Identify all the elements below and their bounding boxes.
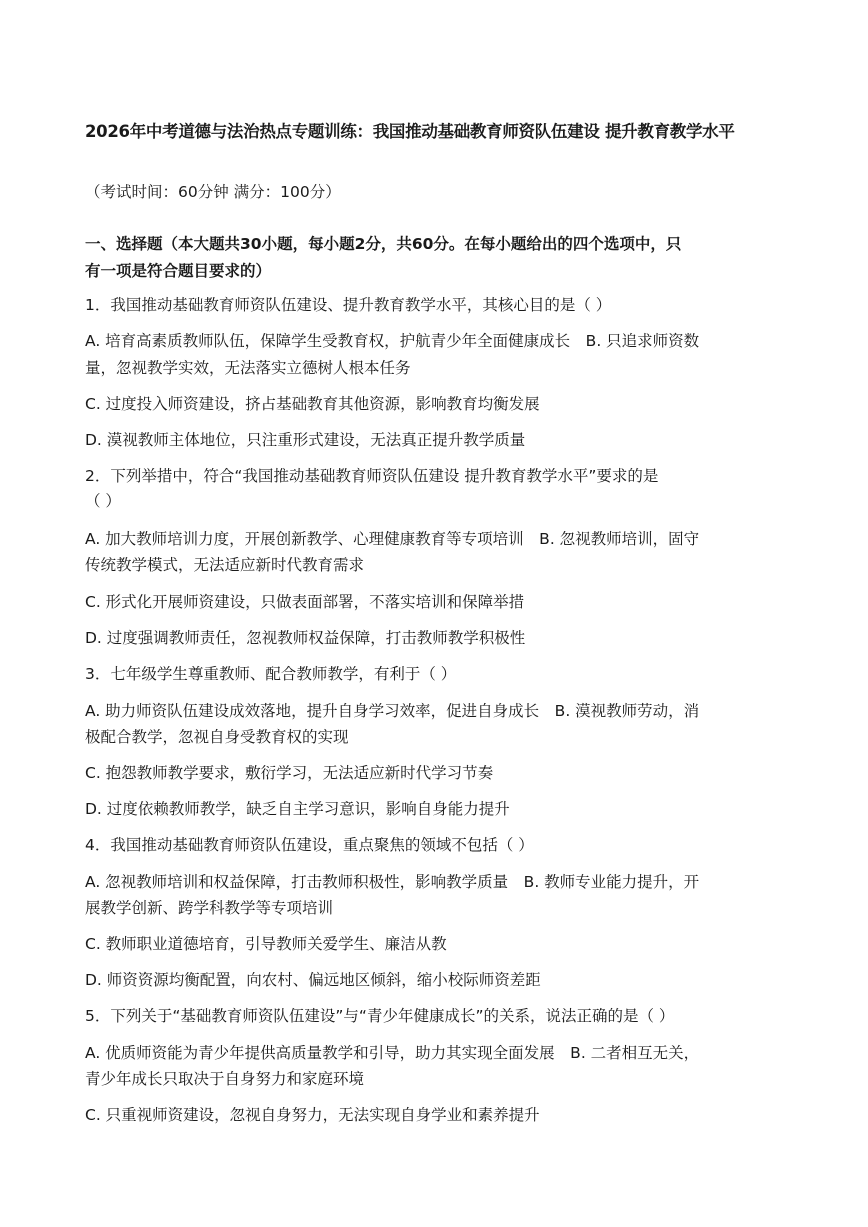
question-stem: 5．下列关于“基础教育师资队伍建设”与“青少年健康成长”的关系，说法正确的是（ ） <box>85 1007 675 1025</box>
option-a-continued: 量，忽视教学实效，无法落实立德树人根本任务 <box>85 359 411 377</box>
option-c: C. 抱怨教师教学要求，敷衍学习，无法适应新时代学习节奏 <box>85 764 494 782</box>
option-a: A. 忽视教师培训和权益保障，打击教师积极性，影响教学质量 B. 教师专业能力提升，开 <box>85 873 700 891</box>
option-c: C. 教师职业道德培育，引导教师关爱学生、廉洁从教 <box>85 935 447 953</box>
option-d: D. 师资资源均衡配置，向农村、偏远地区倾斜，缩小校际师资差距 <box>85 971 541 989</box>
option-a: A. 加大教师培训力度，开展创新教学、心理健康教育等专项培训 B. 忽视教师培训，固守 <box>85 530 700 548</box>
question-stem: 3．七年级学生尊重教师、配合教师教学，有利于（ ） <box>85 665 457 683</box>
section-heading-line: 一、选择题（本大题共30小题，每小题2分，共60分。在每小题给出的四个选项中，只 <box>85 235 682 253</box>
option-c: C. 只重视师资建设，忽视自身努力，无法实现自身学业和素养提升 <box>85 1106 540 1124</box>
question-stem: 1．我国推动基础教育师资队伍建设、提升教育教学水平，其核心目的是（ ） <box>85 296 612 314</box>
option-d: D. 过度强调教师责任，忽视教师权益保障，打击教师教学积极性 <box>85 629 526 647</box>
document-title: 2026年中考道德与法治热点专题训练：我国推动基础教育师资队伍建设 提升教育教学水平 <box>85 122 735 141</box>
section-heading-line: 有一项是符合题目要求的） <box>85 262 272 280</box>
option-a-continued: 传统教学模式，无法适应新时代教育需求 <box>85 556 365 574</box>
question-stem: 2．下列举措中，符合“我国推动基础教育师资队伍建设 提升教育教学水平”要求的是 <box>85 467 659 485</box>
option-d: D. 过度依赖教师教学，缺乏自主学习意识，影响自身能力提升 <box>85 800 510 818</box>
option-a: A. 培育高素质教师队伍，保障学生受教育权，护航青少年全面健康成长 B. 只追求师资数 <box>85 332 700 350</box>
option-a-continued: 展教学创新、跨学科教学等专项培训 <box>85 899 334 917</box>
exam-info: （考试时间：60分钟 满分：100分） <box>85 183 341 201</box>
question-stem-continued: （ ） <box>85 492 121 510</box>
option-a-continued: 青少年成长只取决于自身努力和家庭环境 <box>85 1070 365 1088</box>
option-d: D. 漠视教师主体地位，只注重形式建设，无法真正提升教学质量 <box>85 431 526 449</box>
option-c: C. 形式化开展师资建设，只做表面部署，不落实培训和保障举措 <box>85 593 525 611</box>
question-stem: 4．我国推动基础教育师资队伍建设，重点聚焦的领域不包括（ ） <box>85 836 534 854</box>
option-c: C. 过度投入师资建设，挤占基础教育其他资源，影响教育均衡发展 <box>85 395 540 413</box>
option-a: A. 助力师资队伍建设成效落地，提升自身学习效率，促进自身成长 B. 漠视教师劳动，消 <box>85 702 700 720</box>
option-a-continued: 极配合教学，忽视自身受教育权的实现 <box>85 728 349 746</box>
section-heading <box>85 231 785 285</box>
option-a: A. 优质师资能为青少年提供高质量教学和引导，助力其实现全面发展 B. 二者相互无关， <box>85 1044 700 1062</box>
